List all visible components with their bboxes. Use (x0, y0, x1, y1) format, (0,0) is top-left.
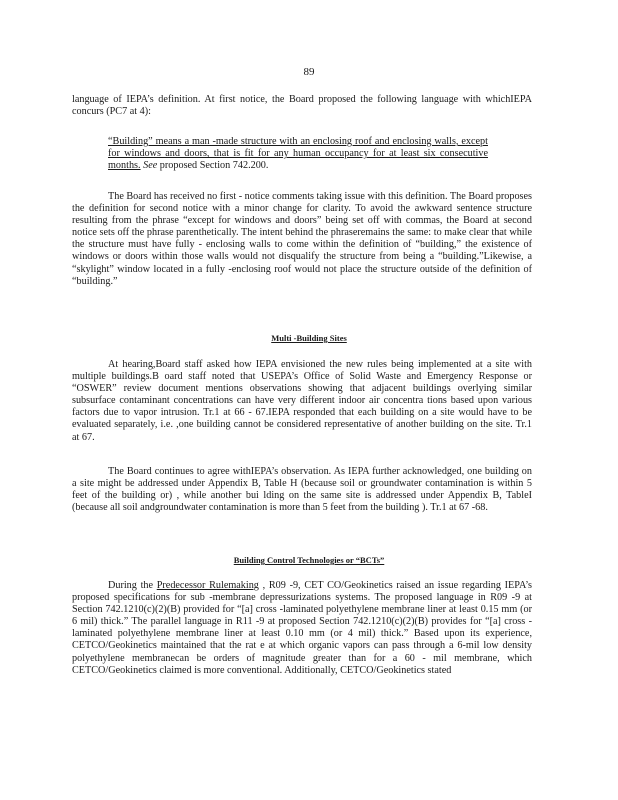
section-heading-bct-text: Building Control Technologies or “BCTs” (233, 555, 385, 565)
paragraph-lead-text: During the (108, 580, 157, 591)
paragraph-board-agrees (72, 466, 532, 514)
quote-underlined-text: “Building” means a man -made structure with an enclosing roof and enclosing walls, except for windows and doors, that is fit for any human occupancy for at least six consecutive months. (108, 136, 488, 172)
predecessor-rulemaking-link[interactable]: Predecessor Rulemaking (156, 580, 259, 591)
paragraph-rest-text: , R09 -9, CET CO/Geokinetics raised an issue regarding IEPA’s proposed specifications for sub -membrane depressurizations systems. The proposed language in R09 -9 at Section 742.1210(c)(2)(B) provided for “[a] cross -laminated polyethylene membrane liner at least 0.15 mm (or 6 mil) thick.” The parallel language in R11 -9 at proposed Section 742.1210(c)(2)(B) provides for “[a] cross -laminated polyethylene membrane liner at least 0.10 mm (or 4 mil) thick.” Based upon its experience, CETCO/Geokinetics maintained that the rat e at which organic vapors can pass through a 6-mil low density polyethylene membranecan be orders of magnitude greater than for a 60 - mil membrane, which CETCO/Geokinetics claimed is more conventional. Additionally, CETCO/Geokinetics stated (72, 580, 532, 676)
paragraph-no-comments (72, 191, 532, 288)
paragraph-definition-intro: language of IEPA’s definition. At first notice, the Board proposed the following language with whichIEPA concurs (PC7 at 4): (72, 94, 532, 118)
section-heading-multi-building (0, 333, 618, 343)
quote-citation: proposed Section 742.200. (157, 160, 269, 172)
section-heading-multi-building-text: Multi -Building Sites (271, 333, 347, 343)
paragraph-no-comments-text: The Board has received no first - notice comments taking issue with this definition. The Board proposes the definition for second notice with a minor change for clarity. To avoid the awkward sentence structure resulting from the phrase “except for windows and doors” being set off with commas, the Board at second notice sets off the phrase parenthetically. The intent behind the phraseremains the same: to make clear that while the structure must have fully - enclosing walls to come within the definition of “building,” the existence of windows or doors within those walls would not disqualify the structure from being a “building.”Likewise, a “skylight” window located in a fully -enclosing roof would not place the structure outside of the definition of “building.” (72, 191, 532, 287)
quote-see-signal: See (143, 160, 158, 172)
block-quote-building-definition (108, 136, 488, 172)
paragraph-hearing (72, 359, 532, 444)
paragraph-board-agrees-text: The Board continues to agree withIEPA’s observation. As IEPA further acknowledged, one building on a site might be addressed under Appendix B, Table H (because soil or groundwater contamination is within 5 feet of the building or) , while another bui lding on the same site is addressed under Appendix B, TableI (because all soil andgroundwater contamination is more than 5 feet from the building ). Tr.1 at 67 -68. (72, 466, 532, 514)
page-number: 89 (303, 66, 315, 78)
section-heading-bct (0, 555, 618, 565)
paragraph-predecessor-rulemaking (72, 580, 532, 677)
paragraph-hearing-text: At hearing,Board staff asked how IEPA envisioned the new rules being implemented at a site with multiple buildings.B oard staff noted that USEPA’s Office of Solid Waste and Emergency Response or “OSWER” review document mentions observations showing that adjacent buildings overlying similar subsurface contaminant concentrations can have very different indoor air concentra tions based upon various factors due to vapor intrusion. Tr.1 at 66 - 67.IEPA responded that each building on a site would have to be evaluated separately, i.e. ,one building cannot be considered representative of another building on the site. Tr.1 at 67. (72, 359, 532, 443)
